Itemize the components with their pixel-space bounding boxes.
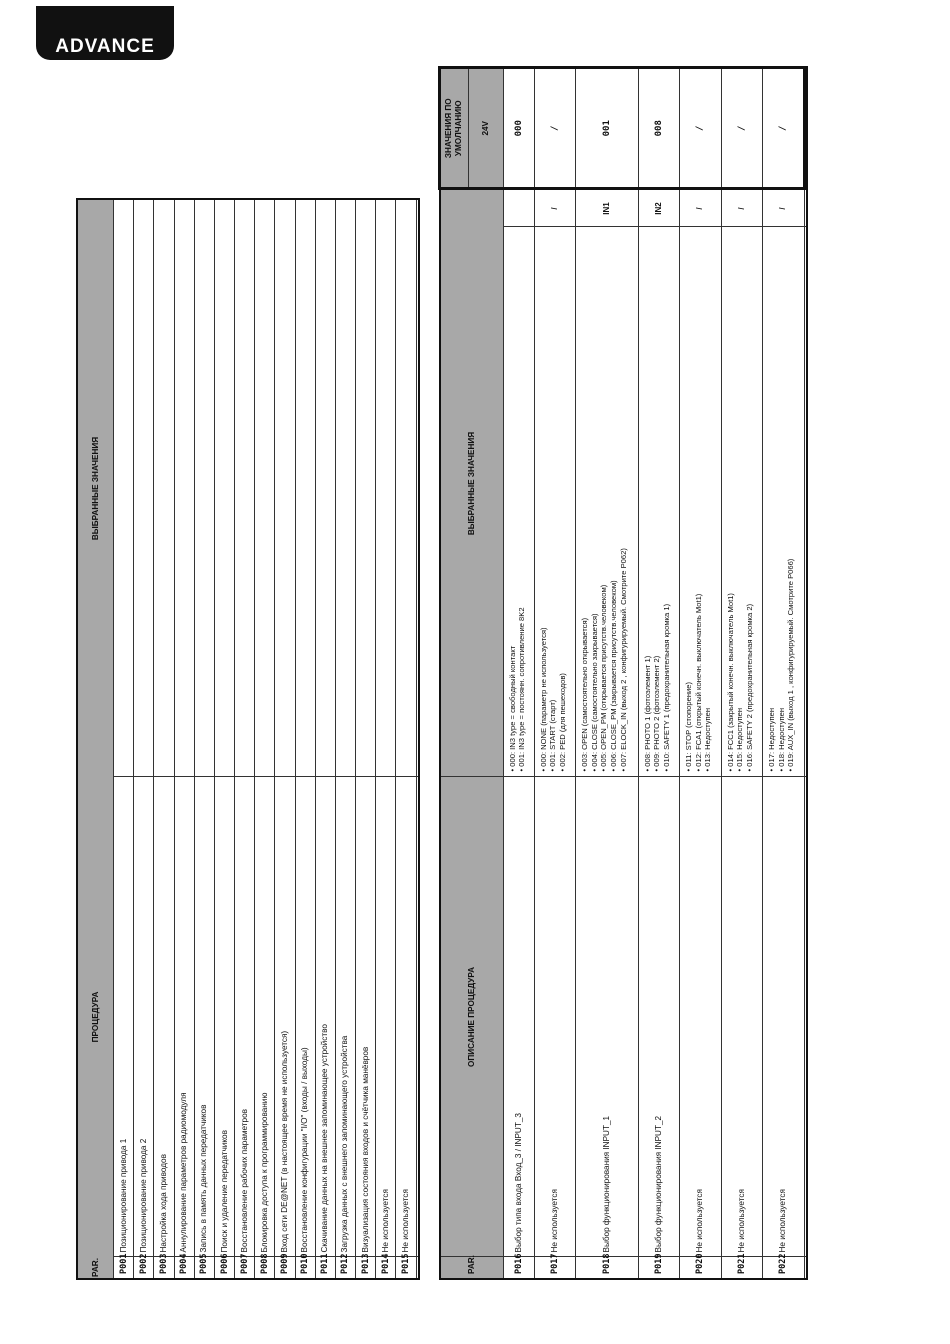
- option-line: • 000: NONE (параметр не используется): [538, 627, 548, 772]
- col-defaults-header: ЗНАЧЕНИЯ ПО УМОЛЧАНИЮ: [440, 68, 469, 190]
- selected-value-cell: [396, 199, 416, 777]
- table-row: [134, 199, 154, 1279]
- param-code: P003: [154, 1257, 174, 1279]
- table-row: [503, 68, 534, 1280]
- option-line: • 007: ELOCK_IN (выход 2 , конфигурируемый. Смотрите P062): [618, 548, 628, 772]
- procedure-name: Запись в память данных передатчиков: [194, 777, 214, 1257]
- selected-value-cell: [335, 199, 355, 777]
- selected-value-cell: [134, 199, 154, 777]
- input-value: IN1: [576, 189, 639, 227]
- option-line: • 018: Недоступен: [776, 707, 786, 772]
- option-list: [534, 227, 576, 777]
- table-row: [356, 199, 376, 1279]
- col-par-header: PAR.: [77, 1257, 114, 1279]
- param-code: P006: [214, 1257, 234, 1279]
- param-code: P022: [763, 1257, 805, 1279]
- table-row: [335, 199, 355, 1279]
- table-row: [235, 199, 255, 1279]
- param-code: P002: [134, 1257, 154, 1279]
- option-line: • 016: SAFETY 2 (предохранительная кромка 2): [744, 603, 754, 772]
- default-value: /: [763, 68, 805, 190]
- col-selected-header: ВЫБРАННЫЕ ЗНАЧЕНИЯ: [77, 199, 114, 777]
- procedure-name: Вход сети DE@NET (в настоящее время не используется): [275, 777, 295, 1257]
- option-line: • 011: STOP (стопорение): [684, 681, 694, 772]
- param-description: Выбор функционирования INPUT_1: [576, 777, 639, 1257]
- table-row: [804, 68, 807, 1280]
- param-code: P020: [680, 1257, 722, 1279]
- param-code: P008: [255, 1257, 275, 1279]
- param-code: P010: [295, 1257, 315, 1279]
- param-description: Не используется: [680, 777, 722, 1257]
- selected-value-cell: [376, 199, 396, 777]
- default-value: 000: [503, 68, 534, 190]
- option-list: [576, 227, 639, 777]
- default-value: /: [680, 68, 722, 190]
- option-line: • 000: IN3 type = свободный контакт: [507, 645, 517, 772]
- procedure-name: Позиционирование привода 1: [114, 777, 134, 1257]
- option-line: • 014: FCC1 (закрытый конечн. выключатель Mot1): [725, 593, 735, 772]
- selected-value-cell: [356, 199, 376, 777]
- param-code: P017: [534, 1257, 576, 1279]
- param-code: P016: [503, 1257, 534, 1279]
- procedure-name: Настройка хода приводов: [154, 777, 174, 1257]
- param-code: P005: [194, 1257, 214, 1279]
- table-row: [638, 68, 680, 1280]
- procedure-name: Не используется: [376, 777, 396, 1257]
- param-description: Выбор типа входа Вход_3 / INPUT_3: [503, 777, 534, 1257]
- option-line: • 002: PED (для пешеходов): [557, 673, 567, 772]
- logo-text: ADVANCE: [55, 36, 155, 57]
- param-description: Не используется: [721, 777, 763, 1257]
- option-line: • 001: START (старт): [548, 699, 558, 772]
- selected-value-cell: [295, 199, 315, 777]
- option-line: • 005: OPEN_PM (открывается присутств.человеком): [599, 584, 609, 772]
- selected-value-cell: [315, 199, 335, 777]
- option-line: • 019: AUX_IN (выход 1 , конфигурируемый. Смотрите P066): [786, 558, 796, 772]
- param-code: P009: [275, 1257, 295, 1279]
- procedures-table: [76, 198, 420, 1280]
- param-code: P011: [315, 1257, 335, 1279]
- table-row: [275, 199, 295, 1279]
- advance-logo: [36, 6, 174, 60]
- param-code: P019: [638, 1257, 680, 1279]
- procedure-name: Загрузка данных с внешнего запоминающего устройства: [335, 777, 355, 1257]
- param-description: Выбор функционирования INPUT_2: [638, 777, 680, 1257]
- table-row: [576, 68, 639, 1280]
- option-line: • 006: CLOSE_PM (закрывается присутств.человеком): [608, 580, 618, 772]
- param-description: Не используется: [763, 777, 805, 1257]
- table-row: [416, 199, 419, 1279]
- input-value: /: [721, 189, 763, 227]
- param-code: P001: [114, 1257, 134, 1279]
- col-selected-header: ВЫБРАННЫЕ ЗНАЧЕНИЯ: [440, 189, 504, 777]
- option-line: • 001: IN3 type = постоянн. сопротивление 8K2: [517, 607, 527, 772]
- procedure-name: Позиционирование привода 2: [134, 777, 154, 1257]
- option-list: [680, 227, 722, 777]
- table-row: [194, 199, 214, 1279]
- default-value: /: [534, 68, 576, 190]
- col-par-header: PAR.: [440, 1257, 504, 1279]
- option-line: • 017: Недоступен: [767, 707, 777, 772]
- input-value: /: [680, 189, 722, 227]
- option-list: [503, 227, 534, 777]
- input-value: IN2: [638, 189, 680, 227]
- input-value: [503, 189, 534, 227]
- table-row: [534, 68, 576, 1280]
- option-list: [638, 227, 680, 777]
- procedure-name: Поиск и удаление передатчиков: [214, 777, 234, 1257]
- option-line: • 010: SAFETY 1 (предохранительная кромка 1): [661, 603, 671, 772]
- selected-value-cell: [275, 199, 295, 777]
- selected-value-cell: [235, 199, 255, 777]
- option-line: • 004: CLOSE (самостоятельно закрывается): [589, 613, 599, 772]
- table-row: [763, 68, 805, 1280]
- default-value: 001: [576, 68, 639, 190]
- col-voltage-header: 24V: [468, 68, 503, 190]
- default-value: /: [721, 68, 763, 190]
- table-row: [376, 199, 396, 1279]
- input-value: /: [763, 189, 805, 227]
- selected-value-cell: [214, 199, 234, 777]
- param-code: P004: [174, 1257, 194, 1279]
- procedure-name: Аннулирование параметров радиомодуля: [174, 777, 194, 1257]
- param-code: P018: [576, 1257, 639, 1279]
- table-row: [255, 199, 275, 1279]
- selected-value-cell: [114, 199, 134, 777]
- table-row: [680, 68, 722, 1280]
- table-row: [114, 199, 134, 1279]
- option-line: • 008: PHOTO 1 (фотоэлемент 1): [642, 655, 652, 772]
- table-row: [315, 199, 335, 1279]
- option-line: • 012: FCA1 (открытый конечн. выключатель Mot1): [693, 593, 703, 772]
- option-list: [721, 227, 763, 777]
- procedure-name: Не используется: [396, 777, 416, 1257]
- default-value: 008: [638, 68, 680, 190]
- table-row: [214, 199, 234, 1279]
- param-code: P012: [335, 1257, 355, 1279]
- option-line: • 009: PHOTO 2 (фотоэлемент 2): [652, 655, 662, 772]
- table-row: [154, 199, 174, 1279]
- input-value: /: [534, 189, 576, 227]
- col-description-header: ОПИСАНИЕ ПРОЦЕДУРА: [440, 777, 504, 1257]
- procedure-name: Визуализация состояния входов и счётчика манёвров: [356, 777, 376, 1257]
- param-code: P015: [396, 1257, 416, 1279]
- selected-value-cell: [174, 199, 194, 777]
- param-code: P013: [356, 1257, 376, 1279]
- parameters-table: [438, 66, 808, 1280]
- option-line: • 003: OPEN (самостоятельно открывается): [580, 617, 590, 772]
- selected-value-cell: [154, 199, 174, 777]
- col-procedure-header: ПРОЦЕДУРА: [77, 777, 114, 1257]
- option-line: • 015: Недоступен: [735, 707, 745, 772]
- table-row: [721, 68, 763, 1280]
- param-code: P007: [235, 1257, 255, 1279]
- param-code: P021: [721, 1257, 763, 1279]
- selected-value-cell: [194, 199, 214, 777]
- option-line: • 013: Недоступен: [703, 707, 713, 772]
- procedure-name: Скачивание данных на внешнее запоминающее устройство: [315, 777, 335, 1257]
- procedure-name: Восстановление конфигурации "I/O" (входы / выходы): [295, 777, 315, 1257]
- table-row: [396, 199, 416, 1279]
- table-row: [295, 199, 315, 1279]
- procedure-name: Блокировка доступа к программированию: [255, 777, 275, 1257]
- param-description: Не используется: [534, 777, 576, 1257]
- option-list: [763, 227, 805, 777]
- table-row: [174, 199, 194, 1279]
- selected-value-cell: [255, 199, 275, 777]
- procedure-name: Восстановление рабочих параметров: [235, 777, 255, 1257]
- param-code: P014: [376, 1257, 396, 1279]
